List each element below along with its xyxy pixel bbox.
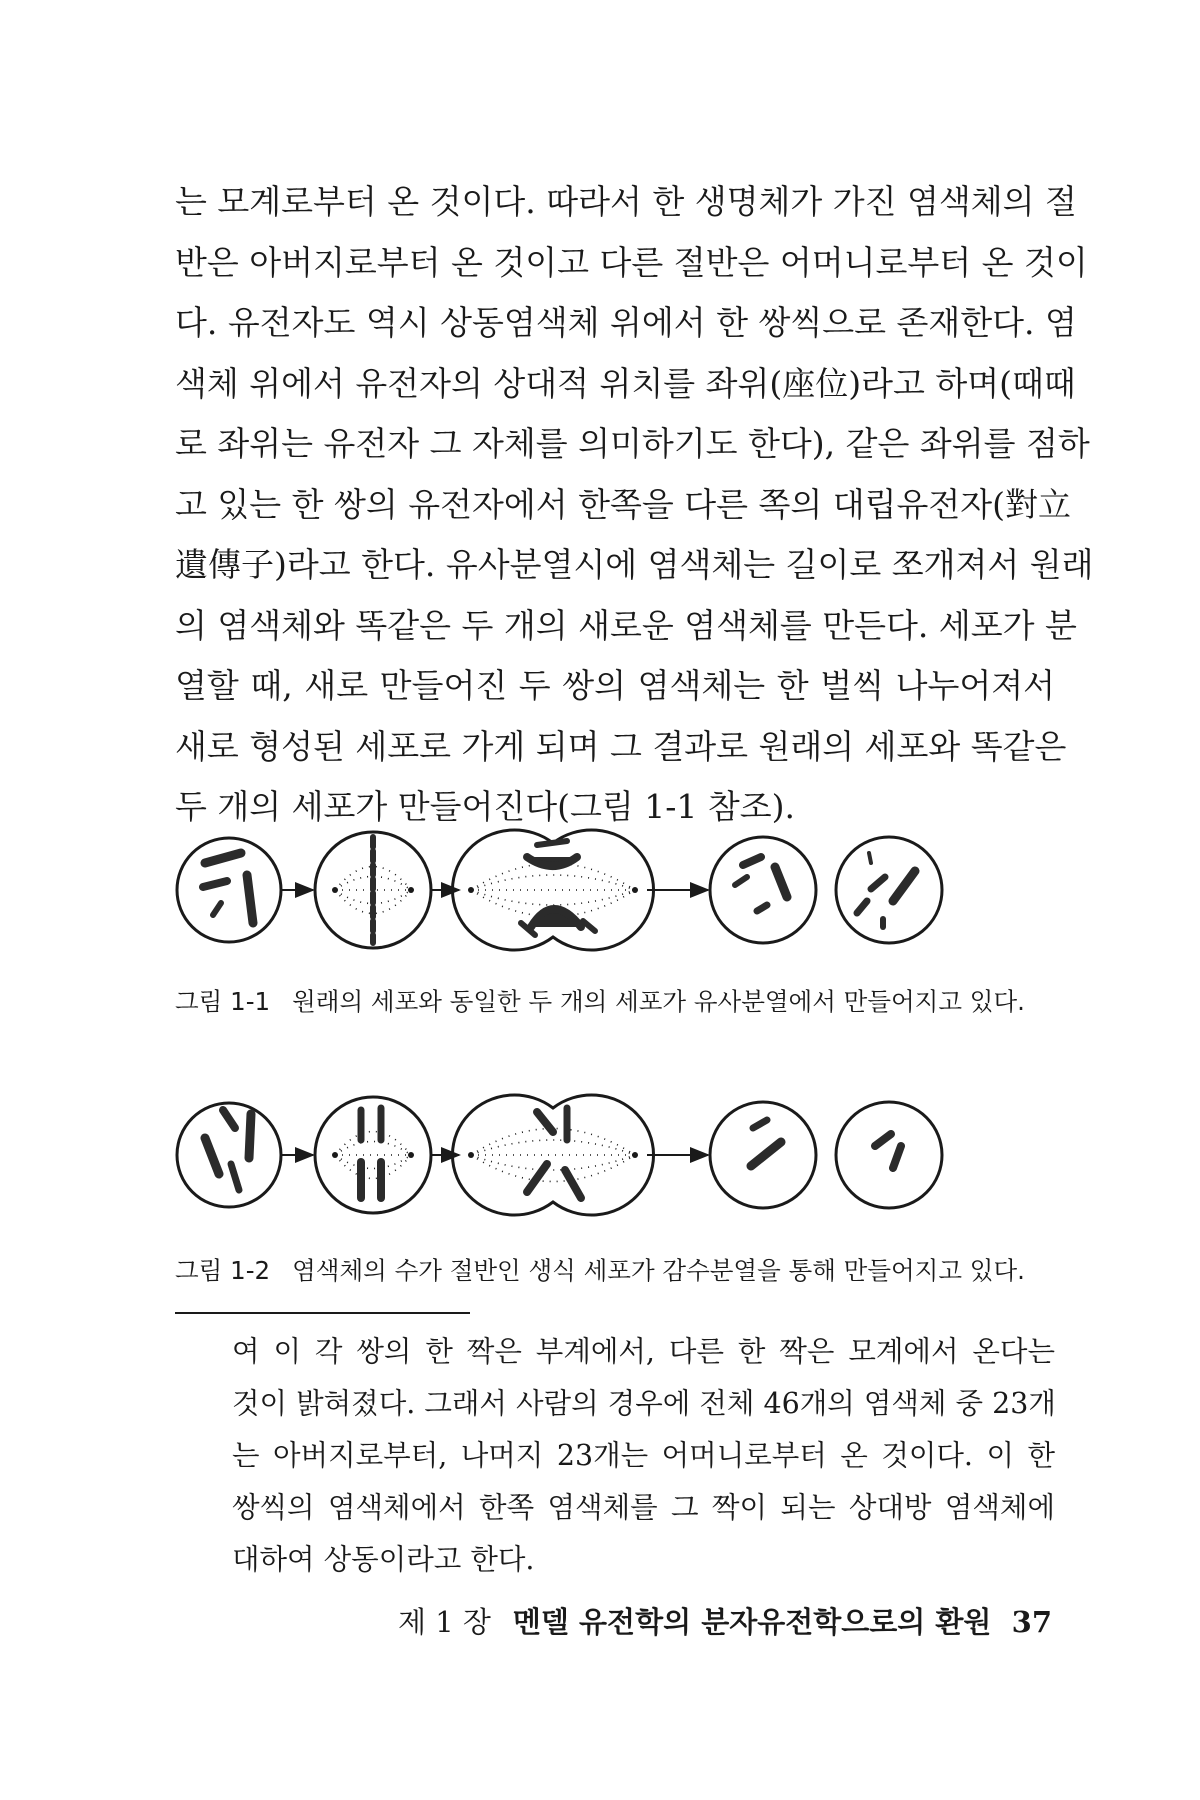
caption-text: 원래의 세포와 동일한 두 개의 세포가 유사분열에서 만들어지고 있다. [292,987,1025,1016]
body-line: 의 염색체와 똑같은 두 개의 새로운 염색체를 만든다. 세포가 분 [175,605,1077,645]
page-number: 37 [1011,1605,1052,1639]
daughter-cell-left [710,837,816,943]
body-line: 두 개의 세포가 만들어진다(그림 1-1 참조). [175,787,795,826]
footnote-line: 여 이 각 쌍의 한 짝은 부계에서, 다른 한 짝은 모계에서 온다는 [232,1335,1055,1368]
body-line: 로 좌위는 유전자 그 자체를 의미하기도 한다), 같은 좌위를 점하 [175,424,1090,463]
figure-label: 그림 1-1 [175,987,271,1016]
cell-dividing [452,1095,653,1215]
cell-dividing [452,830,653,950]
body-line: 고 있는 한 쌍의 유전자에서 한쪽을 다른 쪽의 대립유전자(對立 [175,484,1071,524]
mitosis-diagram [175,815,1055,965]
body-line: 새로 형성된 세포로 가게 되며 그 결과로 원래의 세포와 똑같은 [175,726,1067,766]
figure-meiosis [175,1080,1055,1230]
body-line: 반은 아버지로부터 온 것이고 다른 절반은 어머니로부터 온 것이 [175,242,1088,282]
body-paragraph [175,172,1094,838]
figure-label: 그림 1-2 [175,1256,271,1285]
figure-caption [175,983,1055,1018]
footnote-divider [175,1312,470,1314]
body-line: 색체 위에서 유전자의 상대적 위치를 좌위(座位)라고 하며(때때 [175,363,1076,403]
body-line: 는 모계로부터 온 것이다. 따라서 한 생명체가 가진 염색체의 절 [175,182,1077,221]
figure-caption [175,1252,1055,1287]
daughter-cell-right [836,837,942,943]
footnote-line: 대하여 상동이라고 한다. [232,1543,535,1576]
footnote [232,1326,1055,1586]
body-line: 다. 유전자도 역시 상동염색체 위에서 한 쌍씩으로 존재한다. 염 [175,303,1077,342]
footnote-line: 는 아버지로부터, 나머지 23개는 어머니로부터 온 것이다. 이 한 [232,1439,1055,1472]
gamete-right [836,1102,942,1208]
meiosis-diagram [175,1080,1055,1230]
footnote-line: 쌍씩의 염색체에서 한쪽 염색체를 그 짝이 되는 상대방 염색체에 [232,1491,1055,1524]
footnote-line: 것이 밝혀졌다. 그래서 사람의 경우에 전체 46개의 염색체 중 23개 [232,1387,1056,1420]
chapter-number: 제 1 장 [398,1605,491,1639]
body-line: 열할 때, 새로 만들어진 두 쌍의 염색체는 한 벌씩 나누어져서 [175,666,1055,705]
caption-text: 염색체의 수가 절반인 생식 세포가 감수분열을 통해 만들어지고 있다. [292,1256,1025,1285]
chapter-title: 멘델 유전학의 분자유전학으로의 환원 [512,1605,992,1639]
body-line: 遺傳子)라고 한다. 유사분열시에 염색체는 길이로 쪼개져서 원래 [175,545,1094,584]
running-footer [398,1600,1052,1641]
figure-mitosis [175,815,1055,965]
